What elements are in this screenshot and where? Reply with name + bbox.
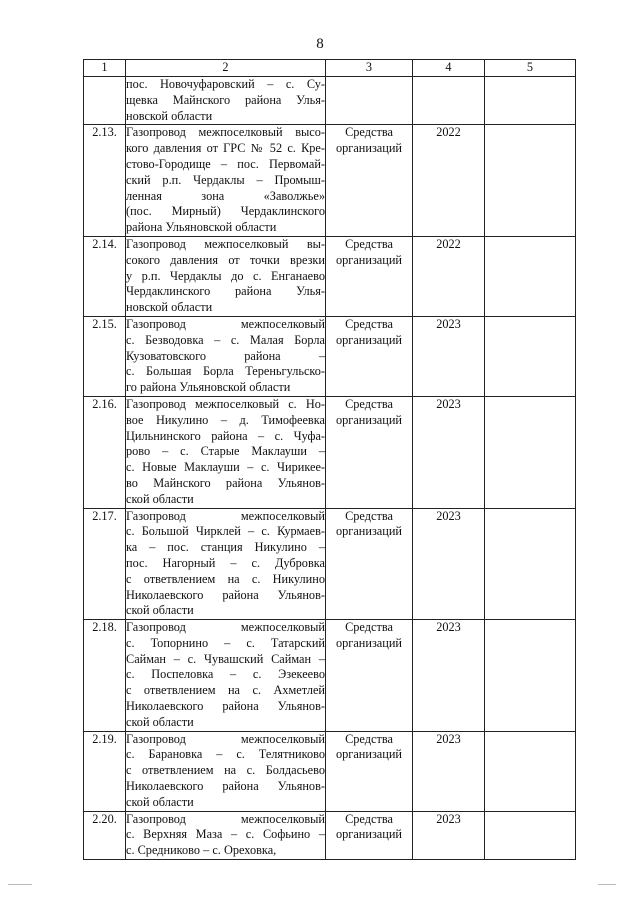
description-line: пос. Новочуфаровский – с. Су-: [126, 77, 325, 91]
row-number: [84, 77, 126, 125]
description-line: района Ульяновской области: [126, 220, 277, 235]
description-line: Газопровод межпоселковый высо-: [126, 125, 325, 140]
funding-line: Средства: [345, 236, 393, 251]
object-description: [126, 125, 326, 237]
description-line: Газопровод межпоселковый: [126, 620, 325, 635]
funding-line: организаций: [335, 141, 403, 156]
year: 2022: [413, 125, 485, 237]
description-line: Газопровод межпоселковый: [126, 811, 325, 826]
description-line: с. Топорнино – с. Татарский: [126, 635, 325, 650]
description-line: с. Большая Борла Тереньгульско-: [126, 364, 325, 379]
description-line: ленная зона «Заволжье»: [126, 188, 325, 203]
row-number: 2.13.: [84, 125, 126, 237]
row-number: 2.17.: [84, 508, 126, 620]
description-line: с. Поспеловка – с. Эзекеево: [126, 667, 325, 682]
table-row: [84, 396, 576, 508]
program-table: [83, 59, 576, 860]
funding-line: Средства: [345, 731, 393, 746]
funding-source: [326, 396, 413, 508]
description-line: Газопровод межпоселковый вы-: [126, 236, 325, 251]
funding-source: [326, 811, 413, 859]
funding-line: Средства: [345, 125, 393, 140]
year: 2023: [413, 731, 485, 811]
column-header: 1: [84, 60, 126, 77]
object-description: [126, 620, 326, 732]
column-header: 2: [126, 60, 326, 77]
column-header: 5: [485, 60, 576, 77]
funding-line: Средства: [345, 620, 393, 635]
funding-line: Средства: [345, 811, 393, 826]
column-5-cell: [485, 731, 576, 811]
year: 2023: [413, 316, 485, 396]
description-line: с. Барановка – с. Телятниково: [126, 747, 325, 762]
row-number: 2.14.: [84, 236, 126, 316]
column-5-cell: [485, 125, 576, 237]
description-line: Кузоватовского района –: [126, 348, 325, 363]
column-5-cell: [485, 77, 576, 125]
table-row: [84, 620, 576, 732]
description-line: пос. Нагорный – с. Дубровка: [126, 555, 325, 570]
description-line: щевка Майнского района Улья-: [126, 92, 325, 107]
description-line: Газопровод межпоселковый: [126, 508, 325, 523]
year: 2023: [413, 620, 485, 732]
description-line: Цильнинского района – с. Чуфа-: [126, 428, 325, 443]
object-description: [126, 731, 326, 811]
description-line: Сайман – с. Чувашский Сайман –: [126, 651, 325, 666]
column-header: 3: [326, 60, 413, 77]
description-line: рово – с. Старые Маклауши –: [126, 444, 325, 459]
page-number: 8: [316, 36, 324, 52]
year: 2023: [413, 811, 485, 859]
funding-line: организаций: [335, 747, 403, 762]
description-line: во Майнского района Ульянов-: [126, 475, 325, 490]
description-line: ской области: [126, 491, 194, 506]
description-line: с. Новые Маклауши – с. Чирикее-: [126, 460, 325, 475]
year: [413, 77, 485, 125]
funding-source: [326, 77, 413, 125]
funding-line: Средства: [345, 316, 393, 331]
description-line: у р.п. Чердаклы до с. Енганаево: [126, 268, 325, 283]
funding-line: Средства: [345, 396, 393, 411]
description-line: (пос. Мирный) Чердаклинского: [126, 204, 325, 219]
year: 2022: [413, 236, 485, 316]
column-5-cell: [485, 316, 576, 396]
funding-source: [326, 508, 413, 620]
table-body: [84, 60, 576, 860]
description-line: ской области: [126, 603, 194, 618]
object-description: [126, 508, 326, 620]
description-line: сокого давления от точки врезки: [126, 252, 325, 267]
year: 2023: [413, 508, 485, 620]
column-5-cell: [485, 811, 576, 859]
description-line: стово-Городище – пос. Первомай-: [126, 156, 325, 171]
description-line: Газопровод межпоселковый: [126, 316, 325, 331]
row-number: 2.16.: [84, 396, 126, 508]
table-row: [84, 77, 576, 125]
funding-line: организаций: [335, 412, 403, 427]
row-number: 2.18.: [84, 620, 126, 732]
description-line: с. Безводовка – с. Малая Борла: [126, 332, 325, 347]
object-description: [126, 396, 326, 508]
description-line: ский р.п. Чердаклы – Промыш-: [126, 172, 325, 187]
table-row: [84, 236, 576, 316]
description-line: ка – пос. станция Никулино –: [126, 540, 325, 555]
description-line: го района Ульяновской области: [126, 380, 291, 395]
description-line: кого давления от ГРС № 52 с. Кре-: [126, 141, 325, 156]
row-number: 2.19.: [84, 731, 126, 811]
description-line: Чердаклинского района Улья-: [126, 284, 325, 299]
year: 2023: [413, 396, 485, 508]
table-row: [84, 811, 576, 859]
description-line: Николаевского района Ульянов-: [126, 699, 325, 714]
description-line: Николаевского района Ульянов-: [126, 587, 325, 602]
description-line: с. Верхняя Маза – с. Софьино –: [126, 827, 325, 842]
description-line: ской области: [126, 714, 194, 729]
funding-line: Средства: [345, 508, 393, 523]
row-number: 2.20.: [84, 811, 126, 859]
column-5-cell: [485, 620, 576, 732]
funding-source: [326, 731, 413, 811]
funding-line: организаций: [335, 524, 403, 539]
column-5-cell: [485, 236, 576, 316]
column-5-cell: [485, 396, 576, 508]
table-row: [84, 731, 576, 811]
table-row: [84, 316, 576, 396]
scan-artifact: [8, 884, 32, 885]
column-5-cell: [485, 508, 576, 620]
description-line: с. Большой Чирклей – с. Курмаев-: [126, 524, 325, 539]
object-description: [126, 316, 326, 396]
description-line: с ответвлением на с. Ахметлей: [126, 683, 325, 698]
object-description: [126, 811, 326, 859]
object-description: [126, 236, 326, 316]
description-line: ской области: [126, 794, 194, 809]
funding-source: [326, 620, 413, 732]
funding-source: [326, 316, 413, 396]
column-header-row: [84, 60, 576, 77]
funding-line: организаций: [335, 827, 403, 842]
column-header: 4: [413, 60, 485, 77]
funding-line: организаций: [335, 252, 403, 267]
description-line: вое Никулино – д. Тимофеевка: [126, 412, 325, 427]
table-row: [84, 125, 576, 237]
funding-source: [326, 236, 413, 316]
object-description: [126, 77, 326, 125]
description-line: новской области: [126, 300, 213, 315]
funding-line: организаций: [335, 332, 403, 347]
funding-source: [326, 125, 413, 237]
description-line: Газопровод межпоселковый с. Но-: [126, 396, 325, 411]
row-number: 2.15.: [84, 316, 126, 396]
funding-line: организаций: [335, 635, 403, 650]
description-line: Николаевского района Ульянов-: [126, 779, 325, 794]
description-line: с ответвлением на с. Болдасьево: [126, 763, 325, 778]
description-line: новской области: [126, 108, 213, 123]
description-line: с ответвлением на с. Никулино: [126, 571, 325, 586]
scan-artifact: [598, 884, 616, 885]
description-line: Газопровод межпоселковый: [126, 731, 325, 746]
table-row: [84, 508, 576, 620]
description-line: с. Средниково – с. Ореховка,: [126, 843, 277, 858]
